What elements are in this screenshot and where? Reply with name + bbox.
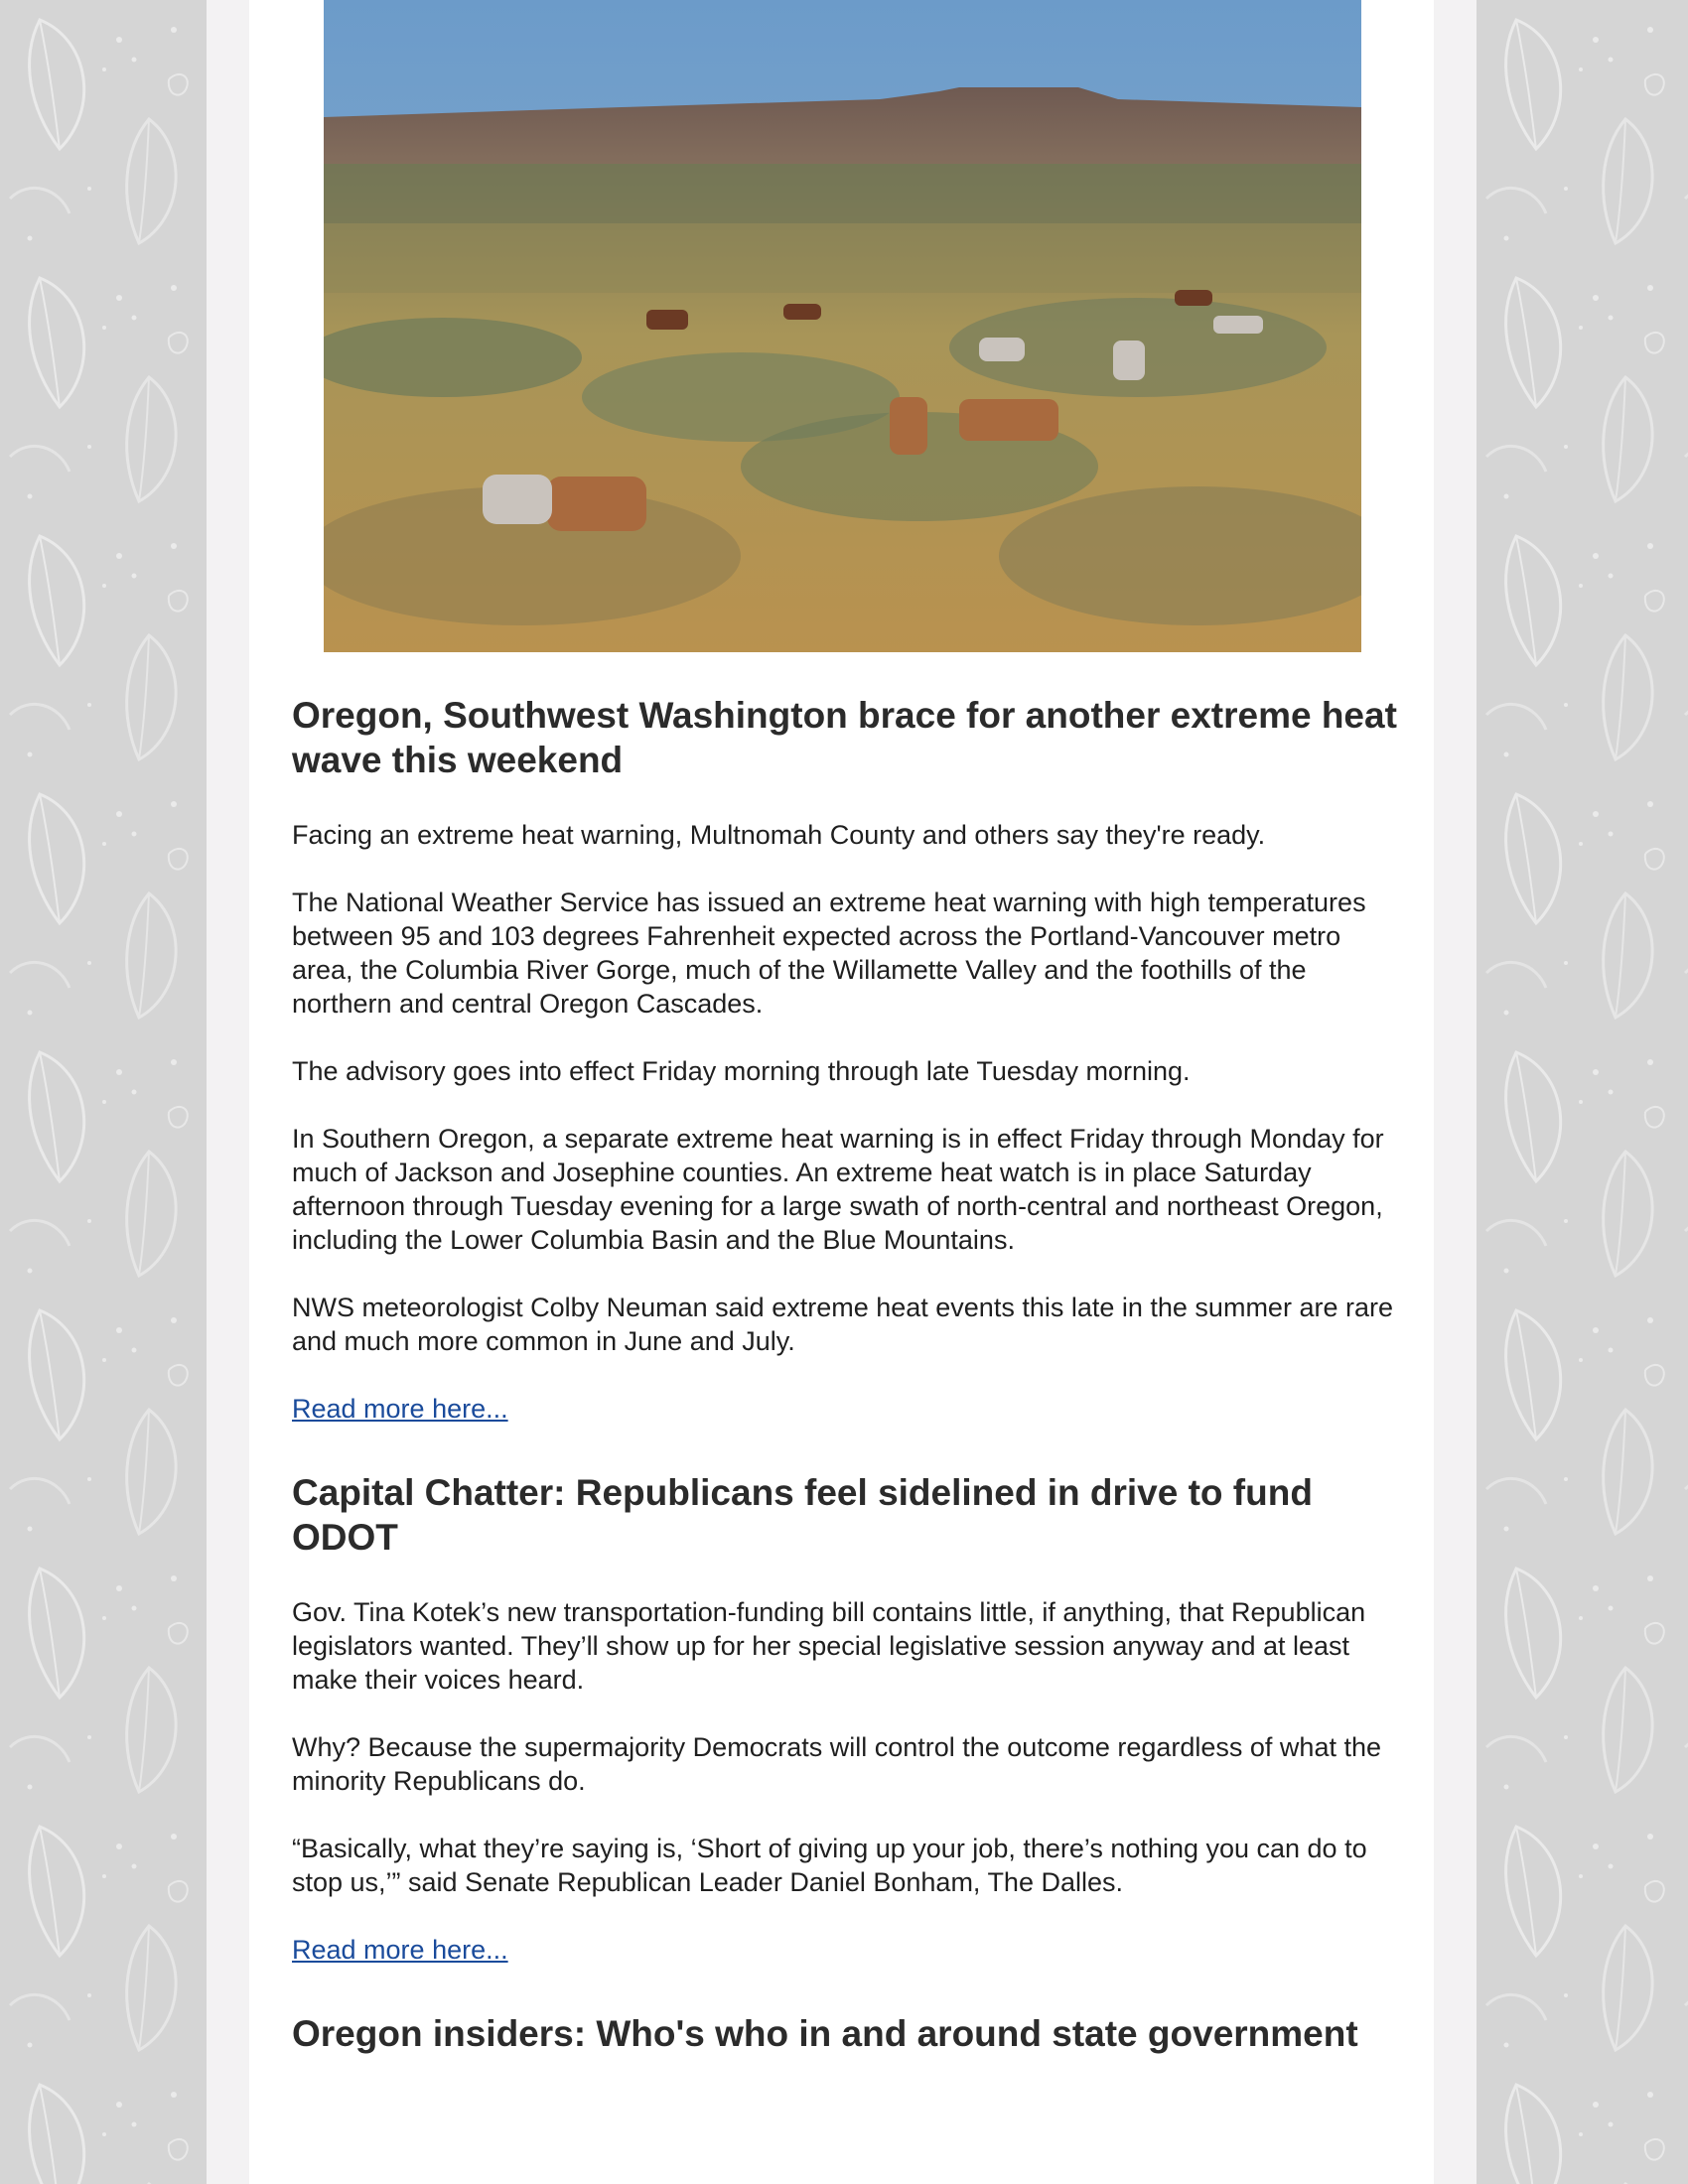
newsletter-content [249,0,1434,2184]
cattle-grazing-landscape-photo [324,0,1361,652]
background-leaf-pattern-left [0,0,207,2184]
article-paragraph: In Southern Oregon, a separate extreme heat warning is in effect Friday through Monday for much of Jackson and Josephine counties. An extreme heat watch is in place Saturday afternoon through Tuesday evening for a large swath of north-central and northeast Oregon, including the Lower Columbia Basin and the Blue Mountains. [292,1124,1384,1255]
article-paragraph: “Basically, what they’re saying is, ‘Short of giving up your job, there’s nothing you can do to stop us,’” said Senate Republican Leader Daniel Bonham, The Dalles. [292,1834,1367,1897]
article-paragraph: The National Weather Service has issued an extreme heat warning with high temperatures between 95 and 103 degrees Fahrenheit expected across the Portland-Vancouver metro area, the Columbia River Gorge, much of the Willamette Valley and the foothills of the northern and central Oregon Cascades. [292,887,1366,1019]
read-more-link[interactable]: Read more here... [292,1394,508,1424]
article-paragraph: Facing an extreme heat warning, Multnomah County and others say they're ready. [292,820,1266,850]
article-heat-wave [292,693,1404,1426]
background-leaf-pattern-right [1477,0,1688,2184]
article-paragraph: The advisory goes into effect Friday morning through late Tuesday morning. [292,1056,1191,1086]
article-headline: Oregon insiders: Who's who in and around state government [292,2013,1358,2054]
article-headline: Oregon, Southwest Washington brace for another extreme heat wave this weekend [292,695,1397,780]
leaf-pattern-icon [1477,0,1688,2184]
article-capital-chatter [292,1470,1404,1967]
article-oregon-insiders [292,2011,1404,2056]
articles [292,693,1404,2056]
hero-image [324,0,1361,652]
article-paragraph: NWS meteorologist Colby Neuman said extreme heat events this late in the summer are rare and much more common in June and July. [292,1293,1393,1356]
read-more-link[interactable]: Read more here... [292,1935,508,1965]
leaf-pattern-icon [0,0,207,2184]
article-paragraph: Why? Because the supermajority Democrats will control the outcome regardless of what the minority Republicans do. [292,1732,1381,1796]
article-paragraph: Gov. Tina Kotek’s new transportation-funding bill contains little, if anything, that Republican legislators wanted. They’ll show up for her special legislative session anyway and at least make their voices heard. [292,1597,1366,1695]
article-headline: Capital Chatter: Republicans feel sidelined in drive to fund ODOT [292,1472,1313,1558]
